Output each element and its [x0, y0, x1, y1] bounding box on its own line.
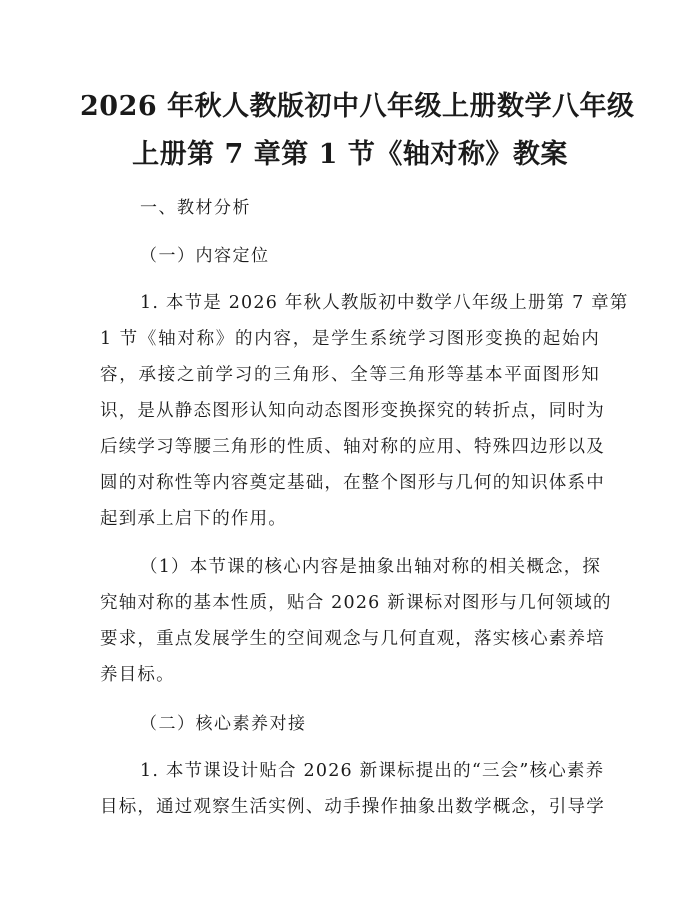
- paragraph-line: （1）本节课的核心内容是抽象出轴对称的相关概念，探: [140, 557, 602, 577]
- subsection-heading-1-1: （一）内容定位: [140, 246, 270, 266]
- paragraph-line: 后续学习等腰三角形的性质、轴对称的应用、特殊四边形以及: [100, 437, 605, 457]
- paragraph-line: 识，是从静态图形认知向动态图形变换探究的转折点，同时为: [100, 401, 605, 421]
- paragraph-line: 1 节《轴对称》的内容，是学生系统学习图形变换的起始内: [100, 329, 600, 349]
- paragraph-line: 圆的对称性等内容奠定基础，在整个图形与几何的知识体系中: [100, 473, 605, 493]
- subsection-heading-1-2: （二）核心素养对接: [140, 714, 307, 734]
- paragraph-line: 1. 本节课设计贴合 2026 新课标提出的“三会”核心素养: [140, 761, 605, 781]
- paragraph-line: 1. 本节是 2026 年秋人教版初中数学八年级上册第 7 章第: [140, 293, 629, 313]
- document-title-line-1: 2026 年秋人教版初中八年级上册数学八年级: [80, 91, 635, 122]
- paragraph-line: 究轴对称的基本性质，贴合 2026 新课标对图形与几何领域的: [100, 593, 612, 613]
- paragraph-line: 容，承接之前学习的三角形、全等三角形等基本平面图形知: [100, 365, 600, 385]
- document-title-line-2: 上册第 7 章第 1 节《轴对称》教案: [132, 139, 568, 170]
- paragraph-line: 养目标。: [100, 665, 175, 685]
- section-heading-1: 一、教材分析: [140, 198, 251, 218]
- paragraph-line: 起到承上启下的作用。: [100, 509, 287, 529]
- paragraph-line: 要求，重点发展学生的空间观念与几何直观，落实核心素养培: [100, 629, 605, 649]
- paragraph-line: 目标，通过观察生活实例、动手操作抽象出数学概念，引导学: [100, 797, 605, 817]
